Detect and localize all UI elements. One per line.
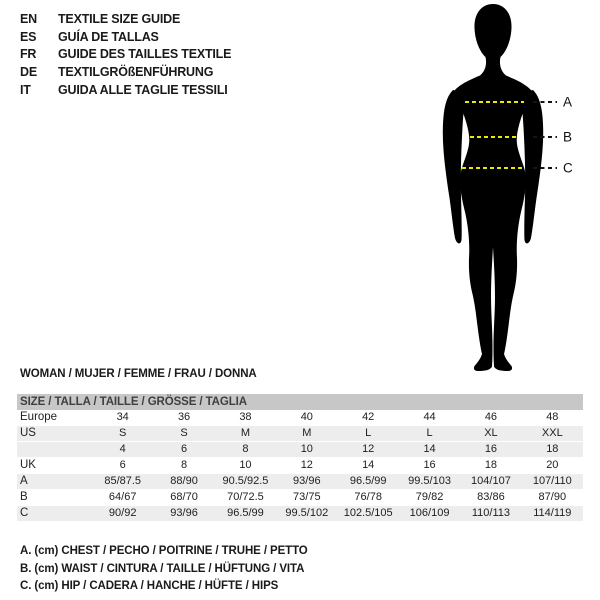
size-value-cell: 46 bbox=[484, 411, 498, 423]
legend-line: B. (cm) WAIST / CINTURA / TAILLE / HÜFTUNG / VITA bbox=[20, 562, 305, 575]
silhouette-body bbox=[452, 4, 535, 371]
row-label: US bbox=[20, 427, 36, 439]
size-table-body bbox=[17, 410, 583, 522]
size-value-cell: 104/107 bbox=[471, 475, 511, 487]
legend-line: C. (cm) HIP / CADERA / HANCHE / HÜFTE / HIPS bbox=[20, 580, 279, 592]
table-row bbox=[17, 474, 583, 490]
size-value-cell: 73/75 bbox=[293, 491, 321, 503]
row-label: B bbox=[20, 491, 28, 503]
size-value-cell: L bbox=[365, 427, 372, 439]
hip-line-label: C bbox=[563, 160, 573, 176]
size-table-header: SIZE / TALLA / TAILLE / GRÖSSE / TAGLIA bbox=[17, 394, 583, 410]
size-value-cell: 48 bbox=[546, 411, 559, 423]
table-row bbox=[17, 458, 583, 474]
size-value-cell: 106/109 bbox=[409, 507, 450, 519]
language-guide-title: TEXTILE SIZE GUIDE bbox=[58, 11, 181, 26]
language-code: EN bbox=[20, 11, 37, 26]
size-value-cell: 8 bbox=[181, 459, 188, 471]
table-row bbox=[17, 410, 583, 426]
size-value-cell: 20 bbox=[546, 459, 559, 471]
size-value-cell: 38 bbox=[239, 411, 252, 423]
size-value-cell: 16 bbox=[423, 459, 436, 471]
size-value-cell: 93/96 bbox=[293, 475, 321, 487]
size-value-cell: 87/90 bbox=[538, 491, 567, 503]
language-row bbox=[20, 10, 231, 28]
size-value-cell: 102.5/105 bbox=[343, 507, 393, 519]
size-value-cell: 6 bbox=[181, 443, 188, 455]
language-guide-title: TEXTILGRÖßENFÜHRUNG bbox=[58, 64, 214, 79]
size-value-cell: 107/110 bbox=[532, 475, 572, 487]
table-group-title: WOMAN / MUJER / FEMME / FRAU / DONNA bbox=[20, 368, 257, 380]
table-row bbox=[17, 490, 583, 506]
size-value-cell: 99.5/102 bbox=[285, 507, 329, 519]
size-value-cell: 4 bbox=[119, 443, 126, 455]
size-value-cell: L bbox=[426, 427, 433, 439]
row-label: A bbox=[20, 475, 28, 487]
size-value-cell: 18 bbox=[484, 459, 498, 471]
size-value-cell: 14 bbox=[423, 443, 436, 455]
size-value-cell: 42 bbox=[362, 411, 375, 423]
size-value-cell: 64/67 bbox=[108, 491, 137, 503]
size-value-cell: 90.5/92.5 bbox=[222, 475, 269, 487]
waist-line-label: B bbox=[563, 129, 573, 145]
language-code: DE bbox=[20, 64, 37, 79]
size-value-cell: 18 bbox=[546, 443, 559, 455]
size-value-cell: S bbox=[180, 427, 188, 439]
language-row bbox=[20, 28, 231, 46]
language-row bbox=[20, 63, 231, 81]
language-guide-title: GUIDE DES TAILLES TEXTILE bbox=[58, 47, 232, 62]
size-value-cell: 76/78 bbox=[354, 491, 382, 503]
size-value-cell: 44 bbox=[423, 411, 436, 423]
size-value-cell: 12 bbox=[300, 459, 313, 471]
size-value-cell: 93/96 bbox=[170, 507, 198, 519]
language-row bbox=[20, 45, 231, 63]
language-guide-title: GUÍA DE TALLAS bbox=[58, 29, 159, 44]
size-value-cell: XXL bbox=[541, 427, 563, 439]
row-label bbox=[17, 442, 92, 457]
size-value-cell: 14 bbox=[362, 459, 375, 471]
size-value-cell: 114/119 bbox=[533, 507, 572, 519]
language-row bbox=[20, 81, 231, 99]
language-code: FR bbox=[20, 47, 37, 62]
table-row bbox=[17, 426, 583, 442]
size-value-cell: 68/70 bbox=[170, 491, 198, 503]
silhouette-right-arm bbox=[522, 90, 543, 243]
size-value-cell: 90/92 bbox=[108, 507, 137, 519]
table-row bbox=[17, 506, 583, 522]
size-value-cell: 79/82 bbox=[415, 491, 444, 503]
size-value-cell: 85/87.5 bbox=[104, 475, 142, 487]
size-value-cell: 10 bbox=[239, 459, 252, 471]
size-value-cell: 70/72.5 bbox=[227, 491, 264, 503]
size-value-cell: XL bbox=[484, 427, 498, 439]
size-value-cell: 96.5/99 bbox=[227, 507, 264, 519]
size-value-cell: 8 bbox=[242, 443, 249, 455]
language-code: ES bbox=[20, 29, 37, 44]
size-table bbox=[17, 394, 583, 522]
size-value-cell: 6 bbox=[119, 459, 126, 471]
size-value-cell: 10 bbox=[300, 443, 313, 455]
language-code: IT bbox=[20, 82, 31, 97]
size-value-cell: M bbox=[302, 427, 312, 439]
table-row bbox=[17, 442, 583, 458]
row-label: Europe bbox=[20, 411, 58, 423]
size-value-cell: 16 bbox=[484, 443, 498, 455]
language-list bbox=[20, 10, 231, 98]
size-value-cell: 96.5/99 bbox=[349, 475, 387, 487]
size-value-cell: 34 bbox=[116, 411, 129, 423]
language-guide-title: GUIDA ALLE TAGLIE TESSILI bbox=[58, 82, 228, 97]
row-label: C bbox=[20, 507, 29, 519]
chest-line-label: A bbox=[563, 94, 573, 110]
size-value-cell: 110/113 bbox=[471, 507, 510, 519]
legend-line: A. (cm) CHEST / PECHO / POITRINE / TRUHE / PETTO bbox=[20, 545, 308, 557]
size-value-cell: 99.5/103 bbox=[408, 475, 451, 487]
size-value-cell: 40 bbox=[300, 411, 313, 423]
size-value-cell: 83/86 bbox=[477, 491, 505, 503]
size-value-cell: 36 bbox=[177, 411, 191, 423]
size-value-cell: 88/90 bbox=[170, 475, 198, 487]
size-value-cell: S bbox=[119, 427, 127, 439]
silhouette-left-arm bbox=[443, 90, 464, 243]
measurement-legend bbox=[20, 543, 308, 596]
size-value-cell: M bbox=[240, 427, 251, 439]
row-label: UK bbox=[20, 459, 36, 471]
woman-silhouette-figure bbox=[405, 2, 585, 374]
size-value-cell: 12 bbox=[362, 443, 375, 455]
